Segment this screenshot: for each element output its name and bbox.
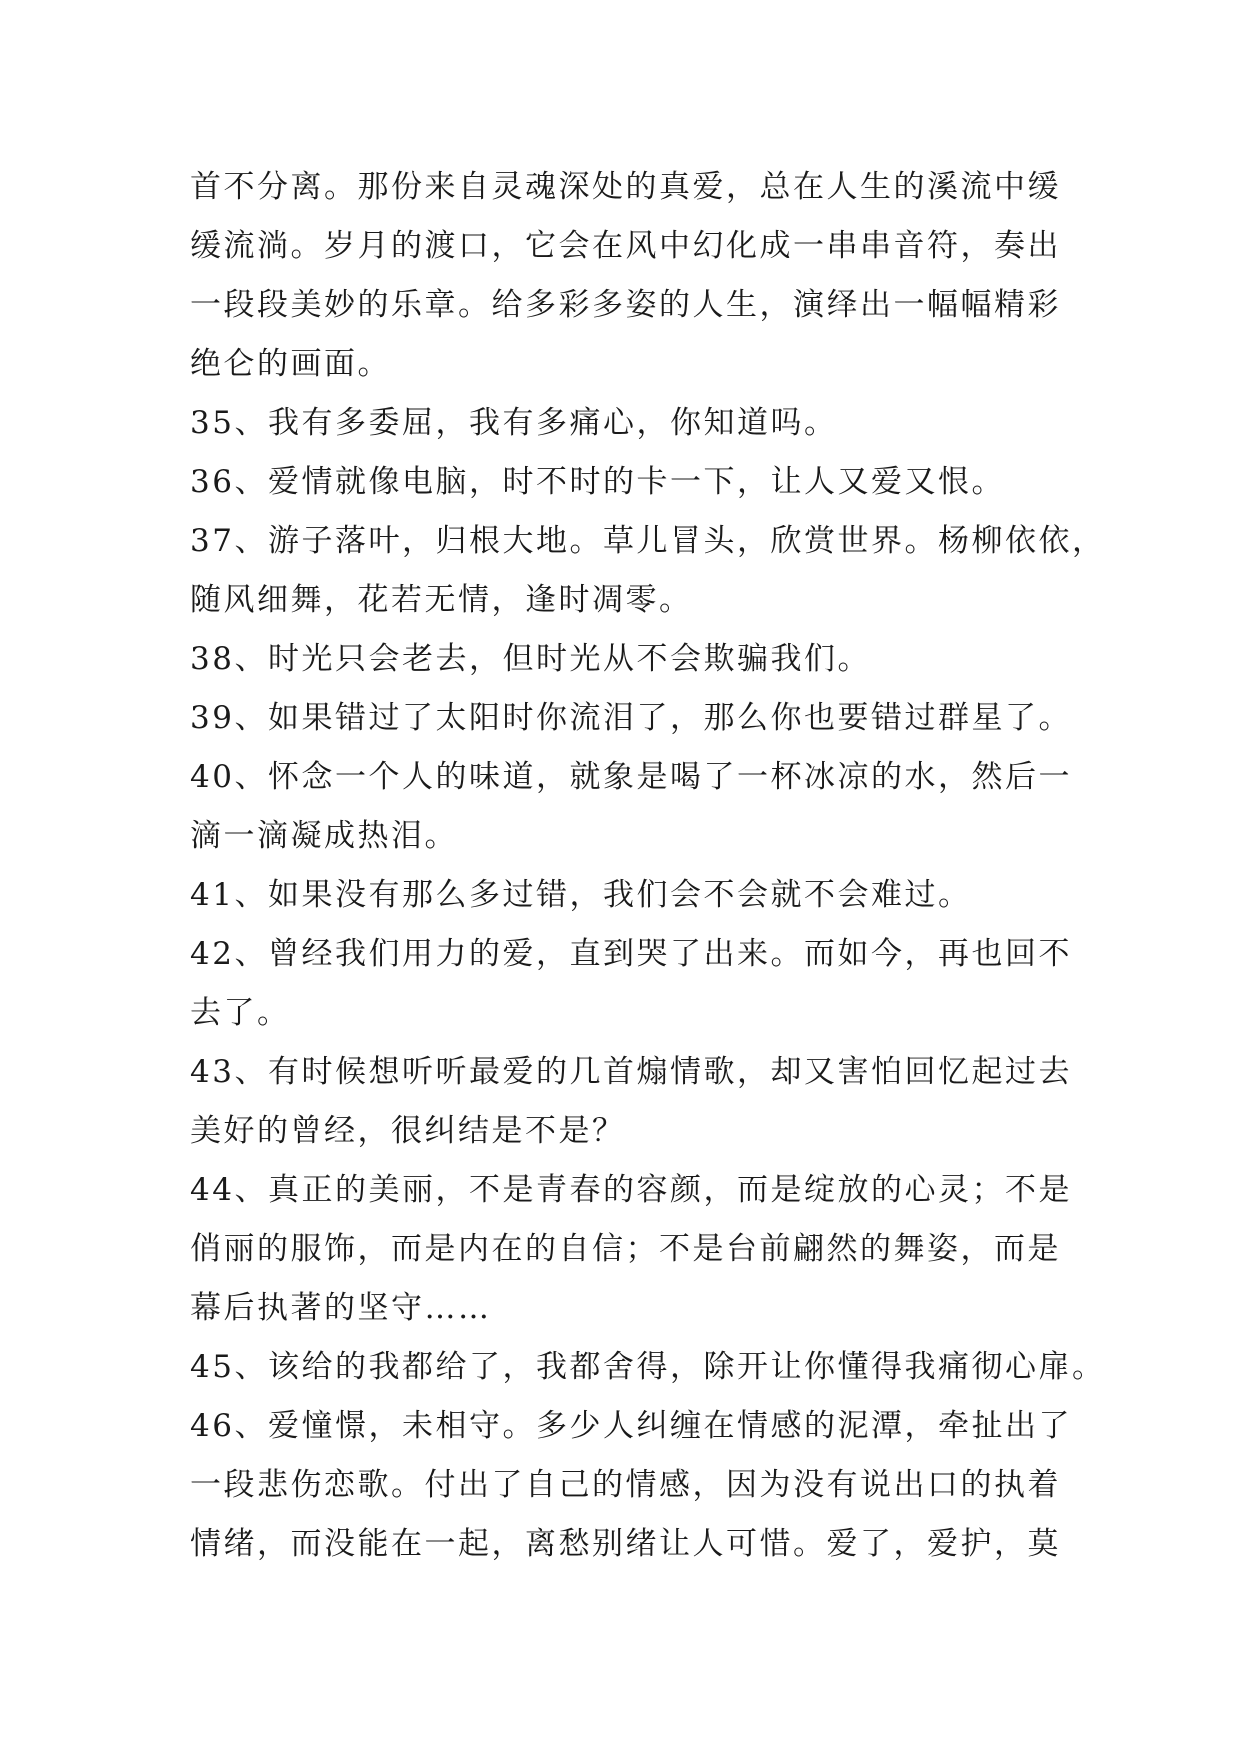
- text-line: 38、时光只会老去，但时光从不会欺骗我们。: [190, 641, 871, 677]
- text-line: 情绪，而没能在一起，离愁别绪让人可惜。爱了，爱护，莫: [190, 1526, 1061, 1562]
- text-line: 45、该给的我都给了，我都舍得，除开让你懂得我痛彻心扉。: [190, 1349, 1106, 1385]
- text-line: 44、真正的美丽，不是青春的容颜，而是绽放的心灵；不是: [190, 1172, 1072, 1208]
- text-line: 41、如果没有那么多过错，我们会不会就不会难过。: [190, 877, 972, 913]
- text-line: 42、曾经我们用力的爱，直到哭了出来。而如今，再也回不: [190, 936, 1072, 972]
- text-line: 39、如果错过了太阳时你流泪了，那么你也要错过群星了。: [190, 700, 1072, 736]
- text-line: 35、我有多委屈，我有多痛心，你知道吗。: [190, 405, 838, 441]
- text-line: 滴一滴凝成热泪。: [190, 818, 458, 854]
- text-line: 一段悲伤恋歌。付出了自己的情感，因为没有说出口的执着: [190, 1467, 1061, 1503]
- text-line: 46、爱憧憬，未相守。多少人纠缠在情感的泥潭，牵扯出了: [190, 1408, 1072, 1444]
- text-line: 40、怀念一个人的味道，就象是喝了一杯冰凉的水，然后一: [190, 759, 1072, 795]
- text-line: 俏丽的服饰，而是内在的自信；不是台前翩然的舞姿，而是: [190, 1231, 1061, 1267]
- document-body: [190, 158, 1106, 1574]
- text-line: 幕后执著的坚守……: [190, 1290, 492, 1326]
- text-line: 去了。: [190, 995, 291, 1031]
- text-line: 一段段美妙的乐章。给多彩多姿的人生，演绎出一幅幅精彩: [190, 287, 1061, 323]
- text-line: 37、游子落叶，归根大地。草儿冒头，欣赏世界。杨柳依依，: [190, 523, 1106, 559]
- text-line: 36、爱情就像电脑，时不时的卡一下，让人又爱又恨。: [190, 464, 1005, 500]
- text-line: 绝仑的画面。: [190, 346, 391, 382]
- text-line: 随风细舞，花若无情，逢时凋零。: [190, 582, 693, 618]
- text-line: 43、有时候想听听最爱的几首煽情歌，却又害怕回忆起过去: [190, 1054, 1072, 1090]
- text-line: 首不分离。那份来自灵魂深处的真爱，总在人生的溪流中缓: [190, 169, 1061, 205]
- text-line: 缓流淌。岁月的渡口，它会在风中幻化成一串串音符，奏出: [190, 228, 1061, 264]
- text-line: 美好的曾经，很纠结是不是？: [190, 1113, 626, 1149]
